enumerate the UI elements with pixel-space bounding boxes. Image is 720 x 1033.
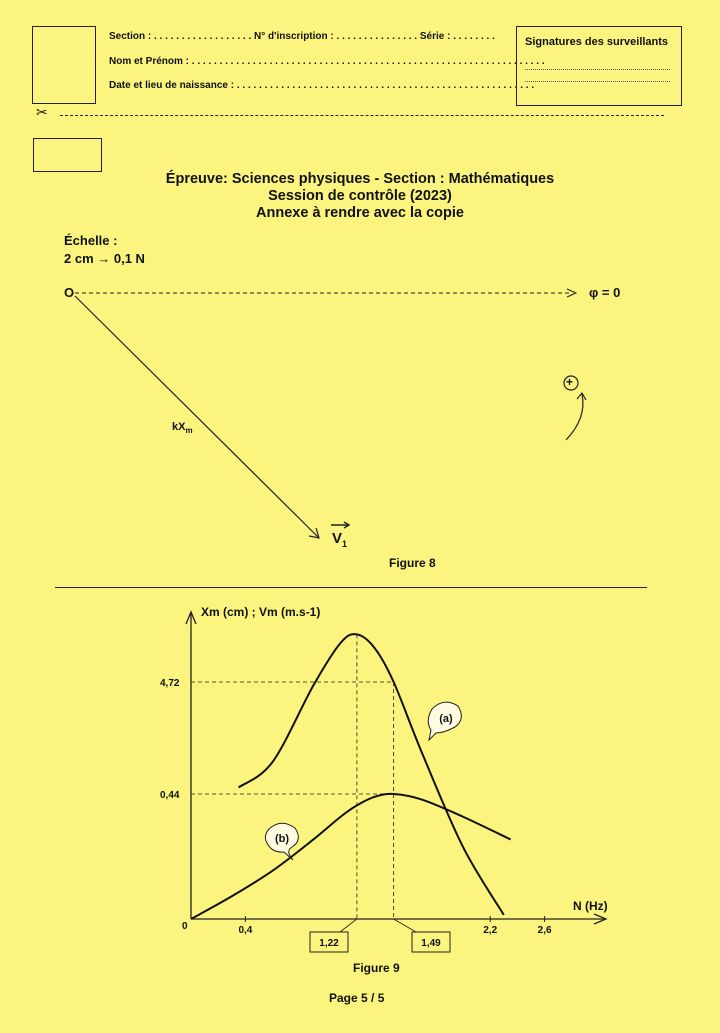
series-a-curve [239,634,504,915]
series-b-label: (b) [274,833,290,845]
scissors-icon: ✂ [36,104,48,120]
title-line-2: Session de contrôle (2023) [268,188,452,204]
y-axis-label: Xm (cm) ; Vm (m.s-1) [201,605,321,619]
x-tick-label: 2,6 [537,925,552,936]
figure8-caption: Figure 8 [389,556,436,570]
figure9-caption: Figure 9 [353,961,400,975]
boxed-x-label: 1,49 [421,938,441,949]
y-tick-label: 0,44 [160,790,180,801]
title-line-1: Épreuve: Sciences physiques - Section : Mathématiques [165,171,555,187]
x-tick-label: 2,2 [483,925,498,936]
signatures-title: Signatures des surveillants [525,36,669,48]
boxed-x-label: 1,22 [319,938,339,949]
scale-value: 2 cm → 0,1 N [64,251,145,266]
section-field: Section : . . . . . . . . . . . . . . . . . . N° d'inscription : . . . . . . . . . . . . . . . Série : . . . . . . . . [109,31,495,42]
x-axis-label: N (Hz) [573,899,608,913]
v1-label: $V_1$ [332,530,348,549]
origin-label: 0 [182,921,188,932]
name-field: Nom et Prénom : . . . . . . . . . . . . . . . . . . . . . . . . . . . . . . . . . . . . . . . . . . . . . . . . . . . . . . . . . . . . . . . . [109,56,545,67]
y-tick-label: 4,72 [160,678,180,689]
scale-title: Échelle : [64,233,118,248]
series-a-label: (a) [439,713,453,725]
kxm-label: $kX_m$ [172,421,193,436]
x-tick-label: 0,4 [238,925,253,936]
title-line-3: Annexe à rendre avec la copie [256,205,464,221]
leader-149 [394,919,416,932]
birth-field: Date et lieu de naissance : . . . . . . . . . . . . . . . . . . . . . . . . . . . . . . . . . . . . . . . . . . . . . . . . . . . . . . [109,80,535,91]
leader-122 [340,919,357,932]
origin-label: O [64,285,75,300]
series-b-curve [191,794,511,919]
phi-label: φ = 0 [589,285,621,300]
plus-sign: + [566,375,574,389]
page-number: Page 5 / 5 [329,991,385,1005]
